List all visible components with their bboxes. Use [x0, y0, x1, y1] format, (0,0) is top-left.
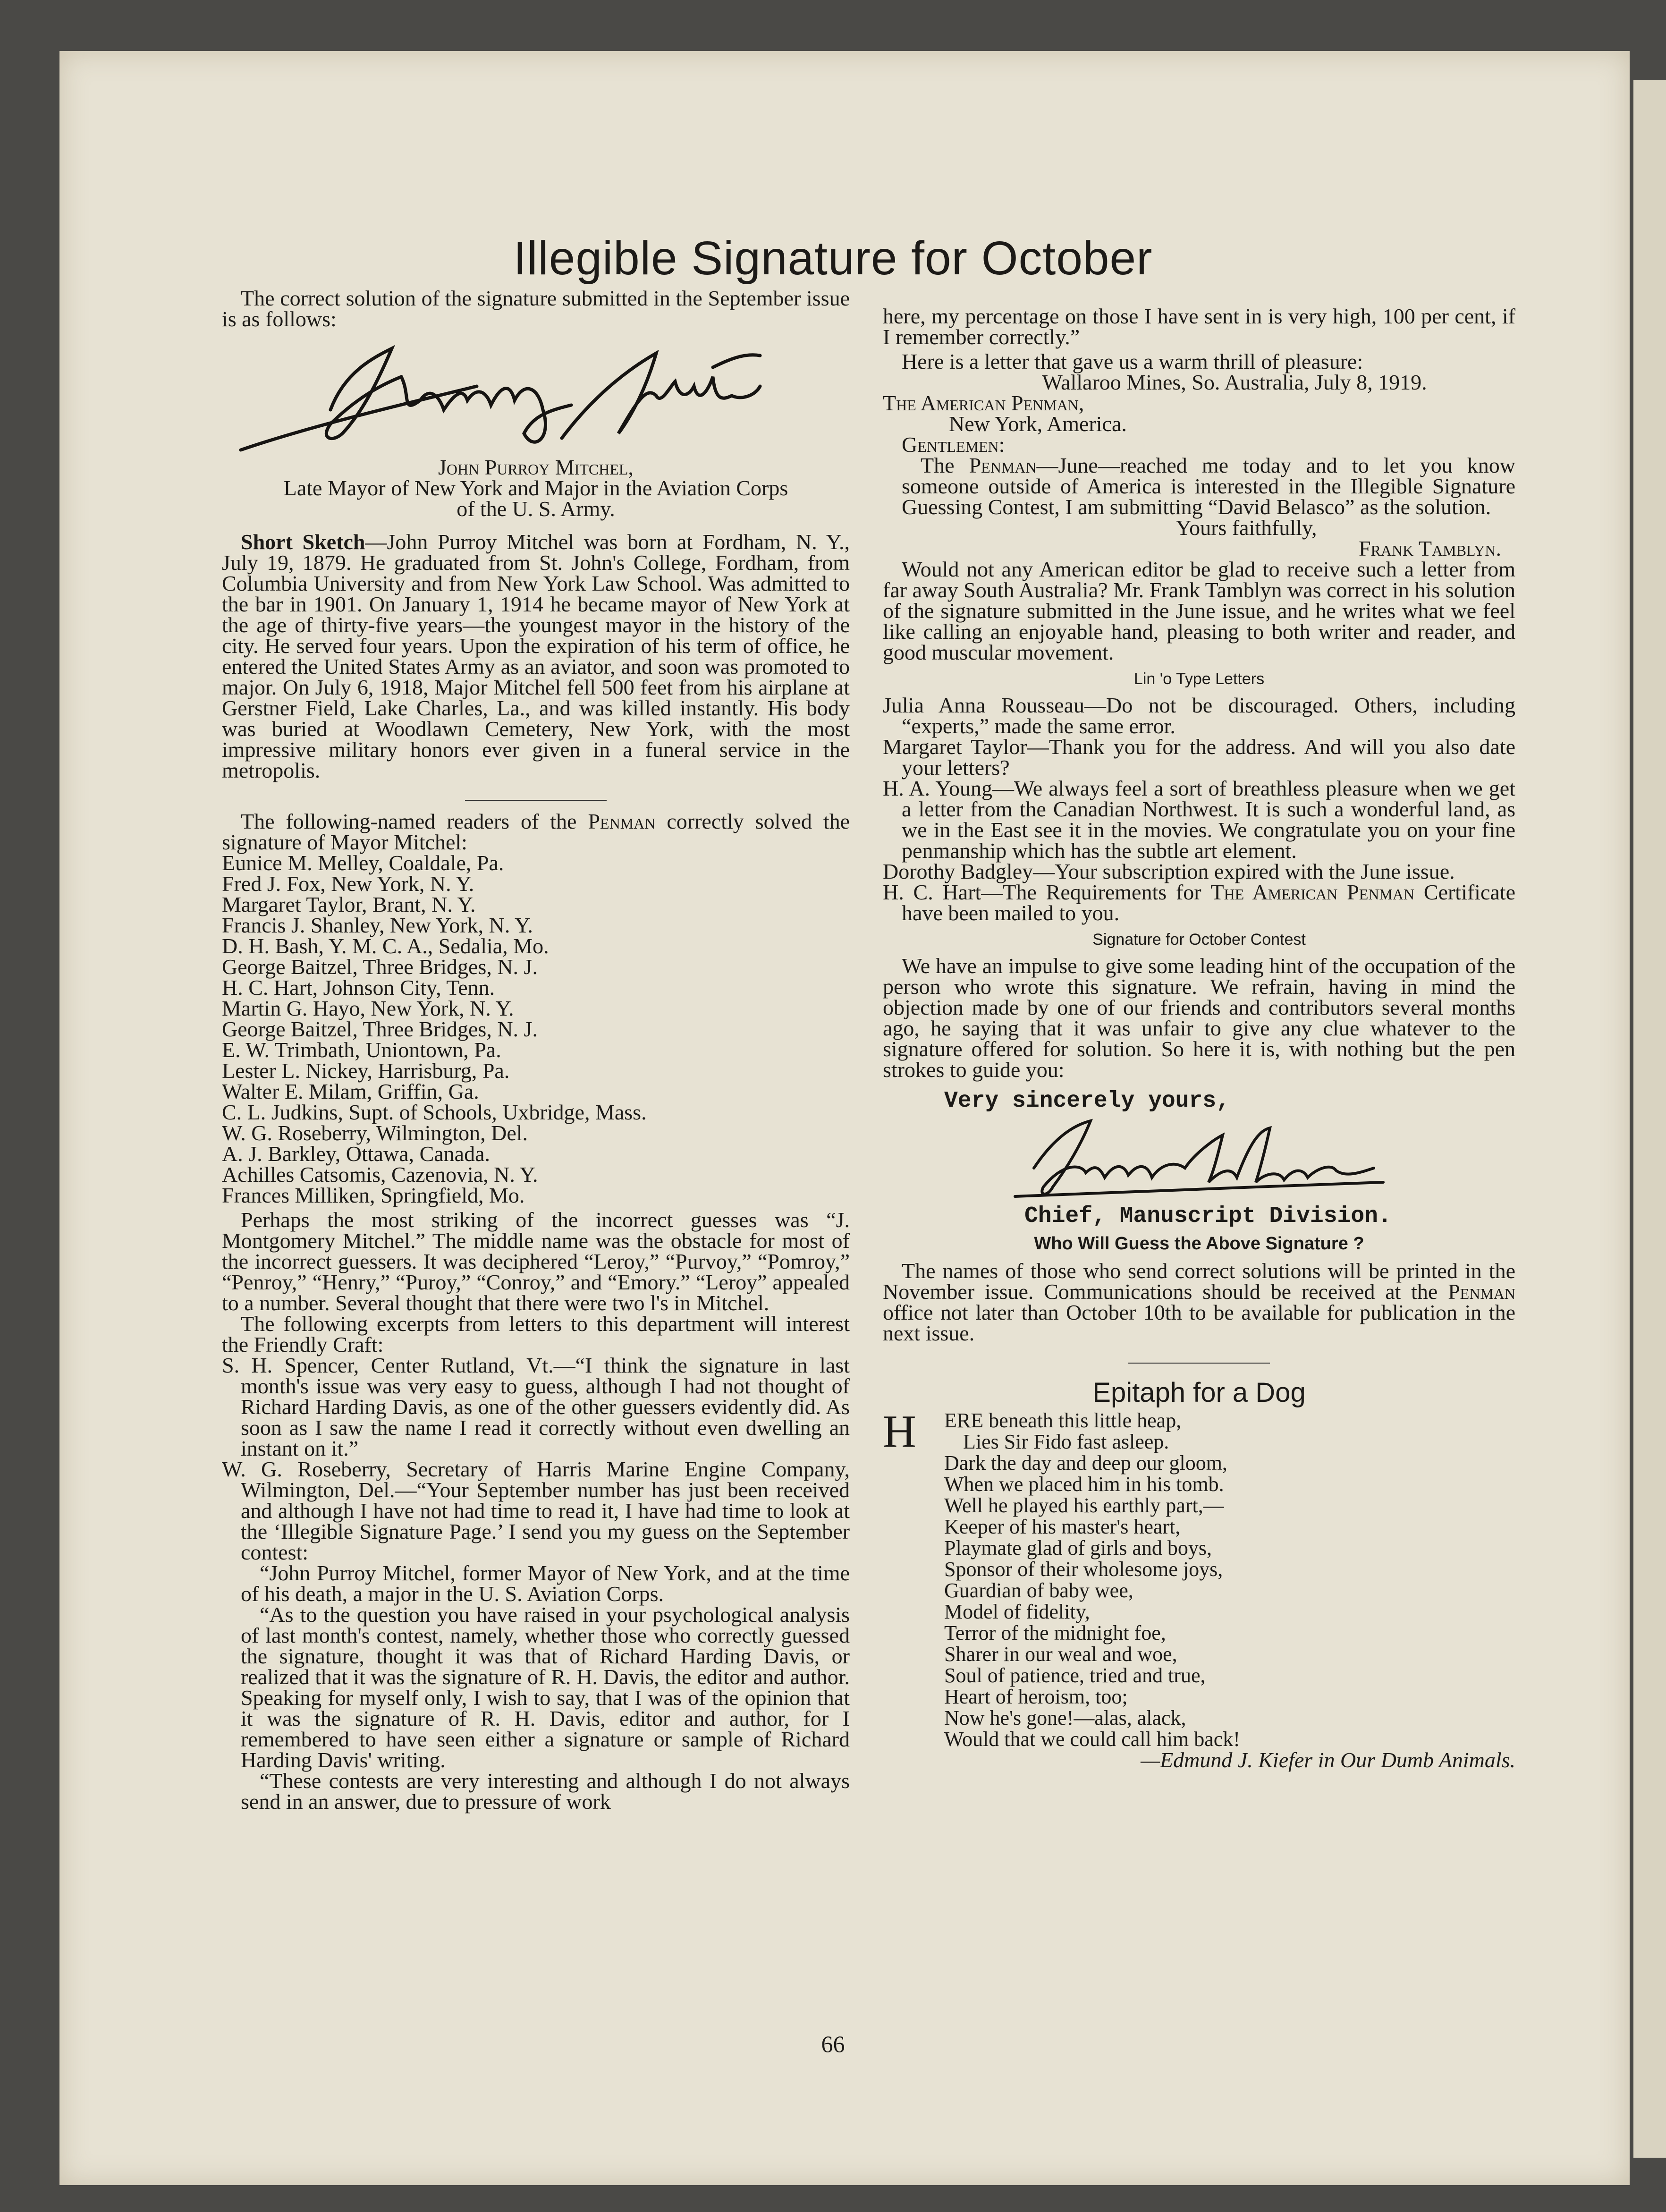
list-item: H. C. Hart, Johnson City, Tenn. [222, 975, 495, 1000]
right-column [883, 306, 1515, 1771]
roseberry-psychology: “As to the question you have raised in your psychological analysis of last month's contest, namely, whether those who correctly guessed the signature, thought it was that of Richard Harding Davis, or realized that it was the signature of R. H. Davis, the editor and author. Speaking for myself only, I wish to say, that I was of the opinion that it was the signature of R. H. Davis, editor and author, for I remembered to have seen either a signature or sample of Richard Harding Davis' writing. [241, 1602, 850, 1772]
short-sketch-text: —John Purroy Mitchel was born at Fordham, N. Y., July 19, 1879. He graduated from St. John's College, Fordham, from Columbia University and from New York Law School. Was admitted to the bar in 1901. On January 1, 1914 he became mayor of New York at the age of thirty-five years—the youngest mayor in the history of the city. He served four years. Upon the expiration of his term of office, he entered the United States Army as an aviator, and soon was promoted to major. On July 6, 1918, Major Mitchel fell 500 feet from his airplane at Gerstner Field, Lake Charles, La., and was killed instantly. His body was buried at Woodlawn Cemetery, New York, with the most impressive military honors ever given in a funeral service in the metropolis. [222, 530, 850, 782]
submission-text: The names of those who send correct solutions will be printed in the November issue. Communications should be received at the [883, 1259, 1515, 1304]
letter-body [883, 455, 1515, 517]
poem-credit: —Edmund J. Kiefer in Our Dumb Animals. [1141, 1748, 1515, 1772]
readers-intro [222, 811, 850, 853]
penman-name: Penman [969, 453, 1037, 477]
list-item: Fred J. Fox, New York, N. Y. [222, 872, 474, 896]
poem-line: Dark the day and deep our gloom, [944, 1451, 1227, 1475]
readers-list [222, 853, 850, 1206]
poem-line: Sharer in our weal and woe, [944, 1643, 1177, 1666]
list-item: D. H. Bash, Y. M. C. A., Sedalia, Mo. [222, 934, 549, 958]
short-sketch-lead: Short Sketch [241, 530, 365, 554]
letter-addressee-city: New York, America. [949, 412, 1127, 436]
drop-cap: H [883, 1406, 916, 1457]
poem-line: Well he played his earthly part,— [944, 1494, 1224, 1517]
poem-line-text: ERE beneath this little heap, [944, 1409, 1182, 1432]
page-title: Illegible Signature for October [513, 232, 1153, 285]
poem-line: Soul of patience, tried and true, [944, 1664, 1206, 1687]
spencer-letter: S. H. Spencer, Center Rutland, Vt.—“I think the signature in last month's issue was very easy to guess, although I had not thought of Richard Harding Davis, as one of the other guessers evidently did. As soon as I saw the name I read it correctly without even dwelling an instant on it.” [222, 1353, 850, 1460]
poem-line: Would that we could call him back! [944, 1728, 1240, 1751]
letter-closing: Yours faithfully, [1176, 516, 1317, 540]
epitaph-title: Epitaph for a Dog [1092, 1377, 1306, 1408]
typed-closing: Very sincerely yours, [944, 1088, 1230, 1114]
letter-dateline: Wallaroo Mines, So. Australia, July 8, 1919. [1042, 370, 1427, 394]
epitaph-poem [883, 1406, 1515, 1751]
section-divider [1128, 1363, 1270, 1364]
section-divider [465, 800, 607, 801]
who-will-guess-heading: Who Will Guess the Above Signature ? [1034, 1234, 1364, 1254]
list-item: Walter E. Milam, Griffin, Ga. [222, 1079, 479, 1103]
list-item: E. W. Trimbath, Uniontown, Pa. [222, 1038, 501, 1062]
poem-line: Model of fidelity, [944, 1600, 1090, 1623]
list-item: Margaret Taylor, Brant, N. Y. [222, 892, 476, 916]
continued-text: here, my percentage on those I have sent in is very high, 100 per cent, if I remember correctly.” [883, 304, 1515, 349]
list-item: George Baitzel, Three Bridges, N. J. [222, 1017, 538, 1041]
caption-name: John Purroy Mitchel, [438, 455, 634, 479]
poem-line: Heart of heroism, too; [944, 1685, 1128, 1708]
list-item: Francis J. Shanley, New York, N. Y. [222, 913, 533, 937]
contest-heading: Signature for October Contest [1092, 931, 1306, 949]
readers-intro-text: The following-named readers of the [241, 809, 577, 833]
poem-line: When we placed him in his tomb. [944, 1473, 1224, 1496]
letter-addressee: The American Penman, [883, 391, 1084, 415]
list-item: George Baitzel, Three Bridges, N. J. [222, 955, 538, 979]
short-sketch-paragraph [222, 532, 850, 781]
intro-paragraph: The correct solution of the signature submitted in the September issue is as follows: [222, 286, 850, 331]
poem-line: Now he's gone!—alas, alack, [944, 1706, 1186, 1729]
submission-paragraph [883, 1261, 1515, 1344]
list-item: C. L. Judkins, Supt. of Schools, Uxbridge, Mass. [222, 1100, 647, 1124]
penman-name: Penman [1448, 1280, 1515, 1304]
list-item: A. J. Barkley, Ottawa, Canada. [222, 1142, 490, 1166]
letter-signer: Frank Tamblyn. [1359, 536, 1501, 560]
list-item: Lester L. Nickey, Harrisburg, Pa. [222, 1059, 510, 1083]
submission-text-2: office not later than October 10th to be available for publication in the next issue. [883, 1300, 1515, 1345]
mitchel-signature-image [222, 330, 850, 457]
letter-body-text: The [921, 453, 955, 477]
poem-line: Playmate glad of girls and boys, [944, 1536, 1212, 1559]
poem-line: Guardian of baby wee, [944, 1579, 1133, 1602]
list-item: H. A. Young—We always feel a sort of breathless pleasure when we get a letter from the Canadian Northwest. It is such a wonderful land, as we in the East see it in the movies. We congratulate you on your fine penmanship which has the subtle art element. [883, 776, 1515, 863]
next-page-edge [1633, 80, 1666, 2158]
page-number: 66 [821, 2031, 845, 2057]
poem-line: Lies Sir Fido fast asleep. [963, 1430, 1169, 1453]
incorrect-guesses-paragraph: Perhaps the most striking of the incorrect guesses was “J. Montgomery Mitchel.” The middle name was the obstacle for most of the incorrect guessers. It was deciphered “Leroy,” “Purvoy,” “Pomroy,” “Penroy,” “Henry,” “Puroy,” “Conroy,” and “Emory.” “Leroy” appealed to a number. Several thought that there were two l's in Mitchel. [222, 1208, 850, 1315]
editor-comment: Would not any American editor be glad to receive such a letter from far away South Australia? Mr. Frank Tamblyn was correct in his solution of the signature submitted in the June issue, and he writes what we feel like calling an enjoyable hand, pleasing to both writer and reader, and good muscular movement. [883, 557, 1515, 664]
poem-line: Terror of the midnight foe, [944, 1621, 1166, 1644]
list-item: Julia Anna Rousseau—Do not be discouraged. Others, including “experts,” made the same error. [883, 693, 1515, 738]
excerpts-intro: The following excerpts from letters to this department will interest the Friendly Craft: [222, 1312, 850, 1356]
list-item: Martin G. Hayo, New York, N. Y. [222, 996, 514, 1020]
left-column [222, 288, 850, 1812]
thrill-line: Here is a letter that gave us a warm thrill of pleasure: [902, 349, 1363, 373]
roseberry-contests: “These contests are very interesting and although I do not always send in an answer, due to pressure of work [241, 1769, 850, 1814]
poem-line: Sponsor of their wholesome joys, [944, 1558, 1223, 1581]
list-item: Achilles Catsomis, Cazenovia, N. Y. [222, 1162, 538, 1187]
poem-line: Keeper of his master's heart, [944, 1515, 1181, 1538]
list-item: W. G. Roseberry, Wilmington, Del. [222, 1121, 528, 1145]
penman-name: Penman [588, 809, 656, 833]
hart-text: H. C. Hart—The Requirements for [883, 880, 1201, 904]
hart-text-2: Certificate have been mailed to you. [902, 880, 1515, 925]
list-item: Frances Milliken, Springfield, Mo. [222, 1183, 525, 1207]
readers-intro-text-2: correctly solved the signature of Mayor Mitchel: [222, 809, 850, 854]
roseberry-guess: “John Purroy Mitchel, former Mayor of New York, and at the time of his death, a major in the U. S. Aviation Corps. [241, 1561, 850, 1606]
list-item: Eunice M. Melley, Coaldale, Pa. [222, 851, 504, 875]
list-item [883, 882, 1515, 924]
roseberry-letter: W. G. Roseberry, Secretary of Harris Marine Engine Company, Wilmington, Del.—“Your September number has just been received and although I have not had time to read it, I have had time to look at the ‘Illegible Signature Page.’ I send you my guess on the September contest: [222, 1457, 850, 1564]
caption-line-3: of the U. S. Army. [457, 497, 615, 521]
typed-title: Chief, Manuscript Division. [1024, 1203, 1392, 1229]
american-penman-name: The American Penman [1210, 880, 1415, 904]
caption-line-2: Late Mayor of New York and Major in the Aviation Corps [283, 476, 788, 500]
october-contest-signature-image [883, 1111, 1515, 1206]
lin-o-type-heading: Lin 'o Type Letters [1133, 670, 1265, 688]
list-item: Dorothy Badgley—Your subscription expired with the June issue. [883, 859, 1455, 883]
letter-body-text-2: —June—reached me today and to let you know someone outside of America is interested in the Illegible Signature Guessing Contest, I am submitting “David Belasco” as the solution. [902, 453, 1516, 519]
contest-paragraph: We have an impulse to give some leading hint of the occupation of the person who wrote this signature. We refrain, having in mind the objection made by one of our friends and contributors several months ago, he saying that it was unfair to give any clue whatever to the signature offered for solution. So here it is, with nothing but the pen strokes to guide you: [883, 954, 1515, 1082]
letter-salutation: Gentlemen: [902, 432, 1005, 457]
list-item: Margaret Taylor—Thank you for the address. And will you also date your letters? [883, 735, 1515, 780]
